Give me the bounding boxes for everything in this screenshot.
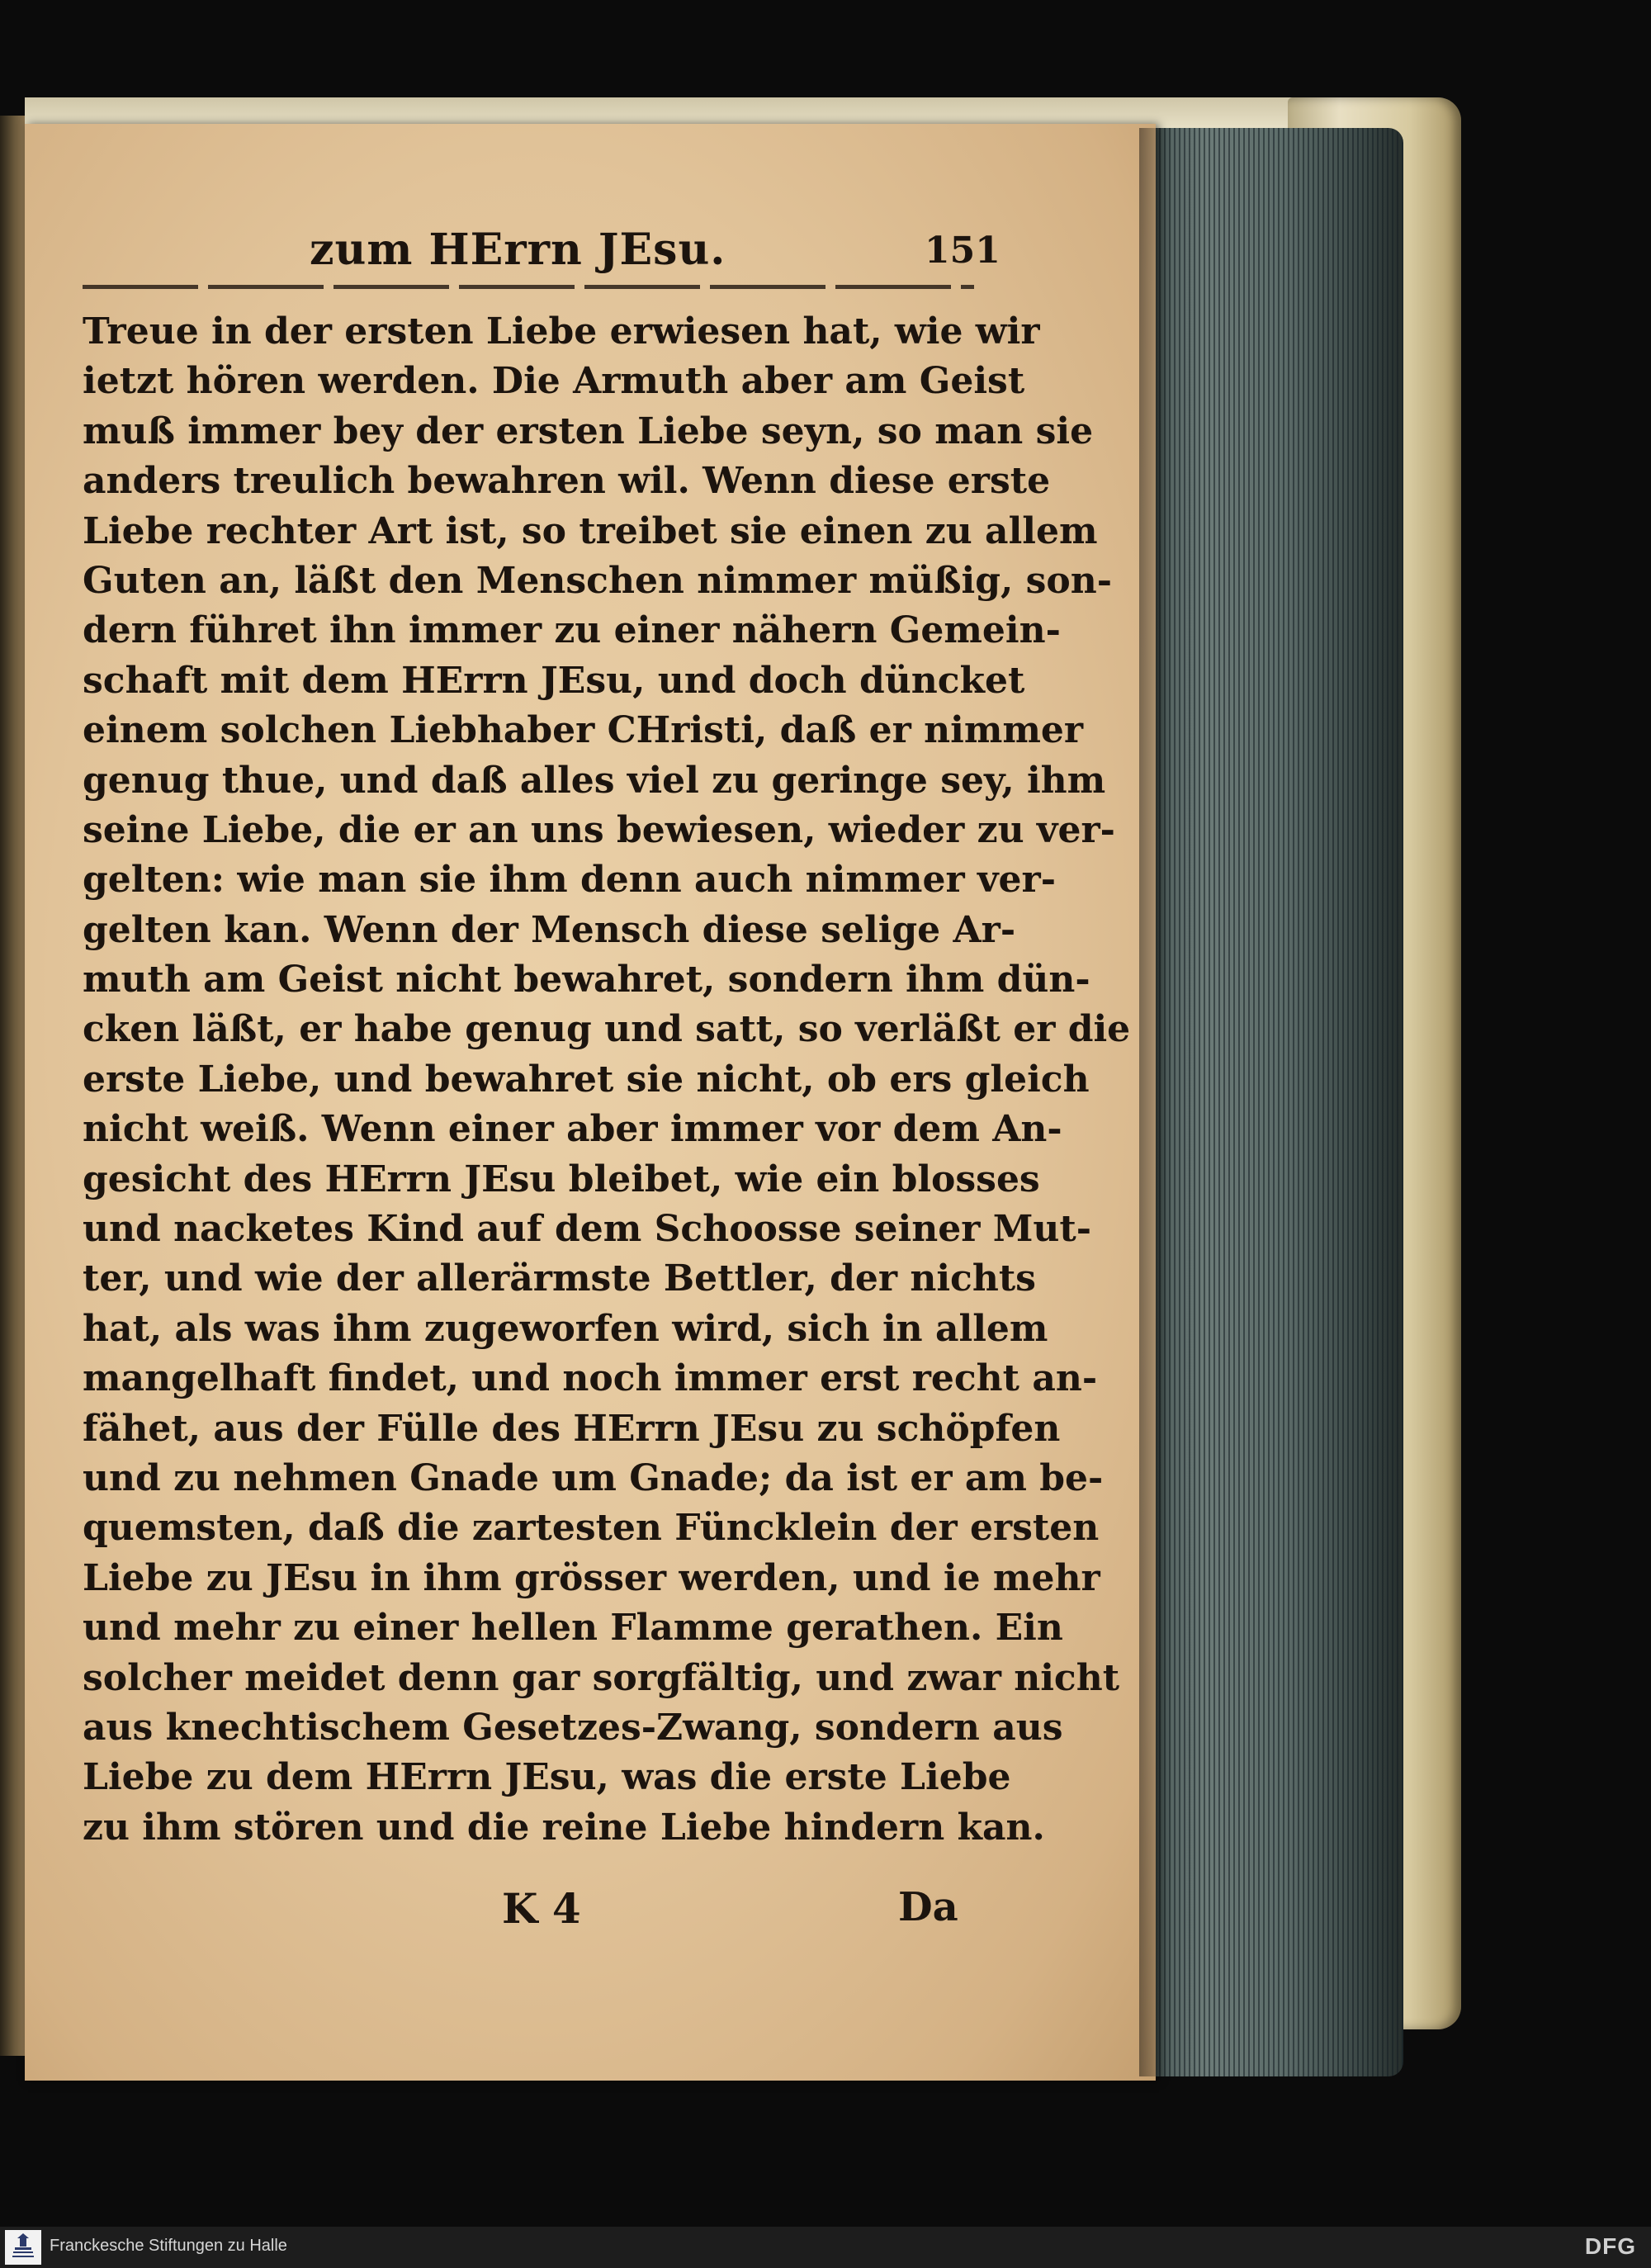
running-head: zum HErrn JEsu.	[310, 225, 726, 275]
text-line: gelten: wie man sie ihm denn auch nimmer ver-	[83, 859, 1056, 902]
text-line: Treue in der ersten Liebe erwiesen hat, wie wir	[83, 310, 1040, 353]
page-number: 151	[925, 230, 1001, 272]
text-line: gelten kan. Wenn der Mensch diese selige Ar-	[83, 908, 1016, 951]
text-line: Liebe rechter Art ist, so treibet sie einen zu allem	[83, 509, 1098, 552]
institution-name[interactable]: Franckesche Stiftungen zu Halle	[50, 2237, 287, 2255]
text-body	[83, 307, 1131, 1853]
text-line: cken läßt, er habe genug und satt, so verläßt er die	[83, 1008, 1131, 1051]
text-line: gesicht des HErrn JEsu bleibet, wie ein blosses	[83, 1158, 1040, 1200]
page-fore-edge	[1139, 128, 1403, 2076]
text-line: anders treulich bewahren wil. Wenn diese erste	[83, 460, 1051, 503]
dfg-label[interactable]: DFG	[1584, 2233, 1636, 2259]
gutter-shadow	[1139, 128, 1172, 2076]
text-line: Guten an, läßt den Menschen nimmer müßig, son-	[83, 559, 1113, 602]
signature-mark: K 4	[502, 1884, 581, 1933]
text-line: hat, als was ihm zugeworfen wird, sich in allem	[83, 1307, 1048, 1350]
text-line: mangelhaft findet, und noch immer erst recht an-	[83, 1357, 1098, 1400]
text-line: erste Liebe, und bewahret sie nicht, ob ers gleich	[83, 1058, 1090, 1101]
text-line: schaft mit dem HErrn JEsu, und doch düncket	[83, 659, 1025, 702]
text-line: zu ihm stören und die reine Liebe hindern kan.	[83, 1806, 1045, 1849]
text-line: Liebe zu dem HErrn JEsu, was die erste Liebe	[83, 1756, 1011, 1799]
text-line: und nacketes Kind auf dem Schoosse seiner Mut-	[83, 1208, 1092, 1251]
text-line: und zu nehmen Gnade um Gnade; da ist er am be-	[83, 1456, 1104, 1499]
text-line: seine Liebe, die er an uns bewiesen, wieder zu ver-	[83, 808, 1115, 851]
catchword: Da	[898, 1884, 958, 1930]
text-line: ter, und wie der allerärmste Bettler, der nichts	[83, 1257, 1036, 1300]
book-cover-edge-left	[0, 116, 25, 2056]
text-line: einem solchen Liebhaber CHristi, daß er nimmer	[83, 709, 1084, 752]
text-line: Liebe zu JEsu in ihm grösser werden, und ie mehr	[83, 1556, 1100, 1599]
text-line: aus knechtischem Gesetzes-Zwang, sondern aus	[83, 1706, 1063, 1749]
text-line: dern führet ihn immer zu einer nähern Gemein-	[83, 609, 1061, 652]
text-line: muth am Geist nicht bewahret, sondern ihm dün-	[83, 959, 1090, 1001]
text-line: ietzt hören werden. Die Armuth aber am Geist	[83, 360, 1025, 403]
text-line: quemsten, daß die zartesten Füncklein der ersten	[83, 1507, 1100, 1550]
head-rule	[83, 285, 974, 289]
text-line: nicht weiß. Wenn einer aber immer vor dem An-	[83, 1108, 1062, 1151]
text-line: fähet, aus der Fülle des HErrn JEsu zu schöpfen	[83, 1407, 1061, 1450]
foundation-emblem-icon	[11, 2233, 35, 2261]
francke-foundation-logo-icon[interactable]	[5, 2230, 41, 2265]
text-line: muß immer bey der ersten Liebe seyn, so man sie	[83, 410, 1094, 452]
text-line: genug thue, und daß alles viel zu geringe sey, ihm	[83, 759, 1106, 802]
text-line: und mehr zu einer hellen Flamme gerathen. Ein	[83, 1607, 1063, 1650]
text-line: solcher meidet denn gar sorgfältig, und zwar nicht	[83, 1656, 1120, 1699]
viewer-footer	[0, 2227, 1651, 2268]
